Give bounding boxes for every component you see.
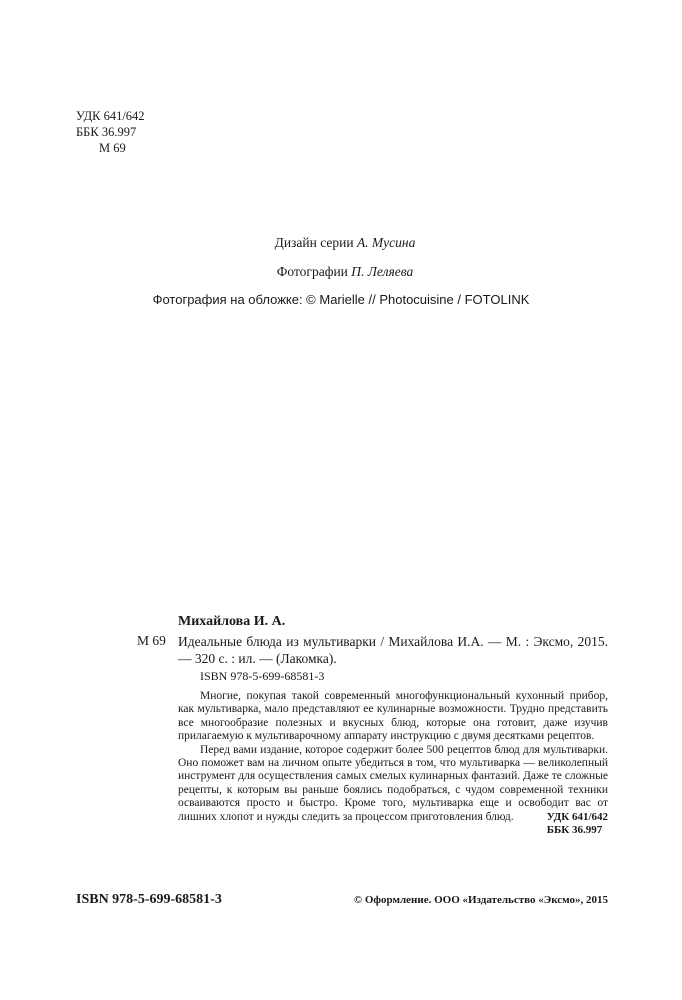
footer-copyright: © Оформление. ООО «Издательство «Эксмо», 2015 [353,894,608,906]
author-mark: М 69 [99,141,126,155]
design-credit-name: А. Мусина [356,235,416,250]
cover-photo-credit: Фотография на обложке: © Marielle // Photocuisine / FOTOLINK [152,292,530,307]
bib-bbk: ББК 36.997 [546,824,603,836]
classification-block [76,108,145,156]
bib-udk: УДК 641/642 [546,811,608,823]
udk-code: УДК 641/642 [76,109,145,123]
annotation-paragraph: Многие, покупая такой современный многофункциональный кухонный прибор, как мультиварка, мало представляют ее кулинарные возможности. Трудно представить все многообразие полезных и вкусных блюд, которые она готовит, даже изучив прилагаемую к мультиварочному аппарату инструкцию с двумя десятками рецептов. [178,690,608,743]
bbk-code: ББК 36.997 [76,125,137,139]
photo-credit-label: Фотографии [276,264,348,279]
footer-isbn: ISBN 978-5-699-68581-3 [76,892,222,907]
design-credit-label: Дизайн серии [274,235,354,250]
bib-classification [547,811,608,837]
bib-title-description: Идеальные блюда из мультиварки / Михайлова И.А. — М. : Эксмо, 2015. — 320 с. : ил. — (Лакомка). [178,634,608,666]
bib-isbn: ISBN 978-5-699-68581-3 [200,669,325,683]
bib-author-mark: М 69 [137,633,166,648]
design-credit [4,235,682,251]
photo-credit-name: П. Леляева [351,264,414,279]
annotation [178,690,608,824]
bib-author: Михайлова И. А. [178,614,286,629]
photo-credit [4,264,682,280]
annotation-paragraph: Перед вами издание, которое содержит более 500 рецептов блюд для мультиварки. Оно поможет вам на личном опыте убедиться в том, что мультиварка — великолепный инструмент для осуществления самых смелых кулинарных фантазий. Даже те сложные рецепты, к которым вы раньше боялись подобраться, с чудом современной техники осваиваются просто и быстро. Кроме того, мультиварка еще и освободит вас от лишних хлопот и нужды следить за процессом приготовления блюд. [178,743,608,823]
